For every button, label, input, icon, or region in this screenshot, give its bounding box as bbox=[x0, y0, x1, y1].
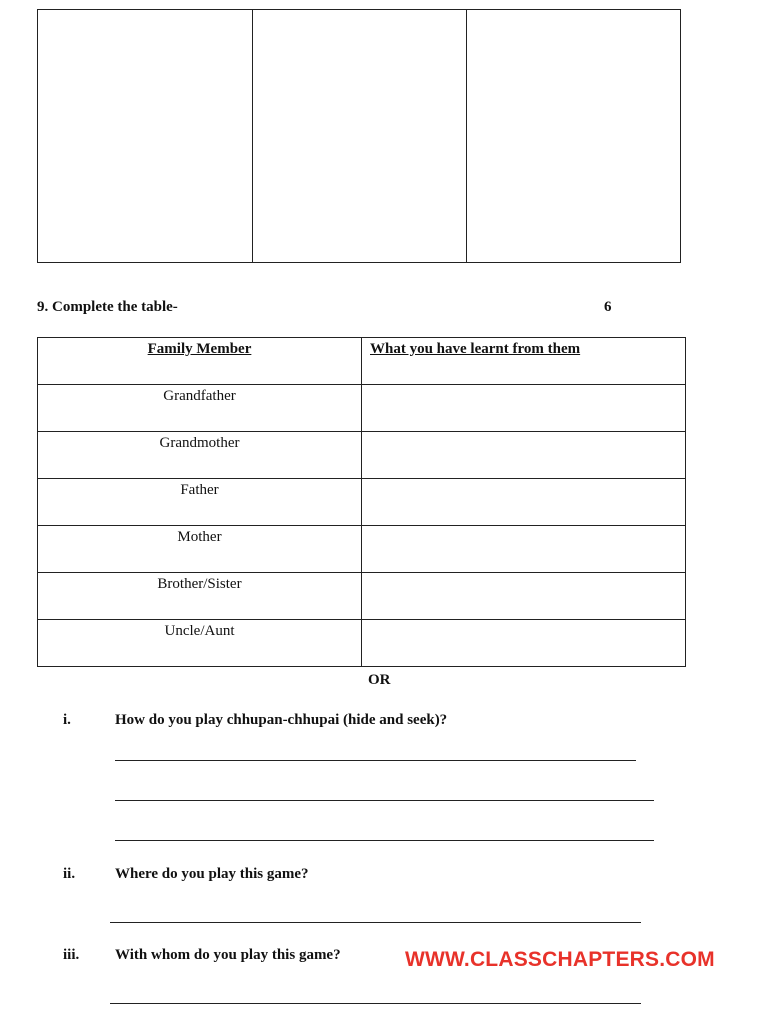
answer-cell[interactable] bbox=[362, 479, 686, 526]
question-9-title: 9. Complete the table- bbox=[37, 299, 178, 315]
table-row bbox=[38, 573, 686, 620]
answer-cell[interactable] bbox=[362, 573, 686, 620]
sub-question-text: With whom do you play this game? bbox=[115, 947, 341, 963]
drawing-box-3 bbox=[466, 9, 681, 263]
table-row bbox=[38, 526, 686, 573]
answer-line[interactable] bbox=[110, 922, 641, 923]
answer-cell[interactable] bbox=[362, 385, 686, 432]
answer-cell[interactable] bbox=[362, 526, 686, 573]
sub-question-numeral: iii. bbox=[63, 947, 80, 963]
answer-line[interactable] bbox=[110, 1003, 641, 1004]
drawing-box-1 bbox=[37, 9, 253, 263]
family-member-cell: Grandmother bbox=[38, 432, 362, 479]
answer-line[interactable] bbox=[115, 840, 654, 841]
family-member-cell: Mother bbox=[38, 526, 362, 573]
drawing-box-2 bbox=[252, 9, 467, 263]
header-learnt: What you have learnt from them bbox=[362, 338, 686, 385]
site-watermark: WWW.CLASSCHAPTERS.COM bbox=[405, 948, 715, 971]
family-member-cell: Uncle/Aunt bbox=[38, 620, 362, 667]
answer-cell[interactable] bbox=[362, 620, 686, 667]
family-member-cell: Brother/Sister bbox=[38, 573, 362, 620]
sub-question-numeral: i. bbox=[63, 712, 71, 728]
question-9-marks: 6 bbox=[604, 299, 612, 315]
table-row bbox=[38, 385, 686, 432]
header-family-member: Family Member bbox=[38, 338, 362, 385]
sub-question-text: How do you play chhupan-chhupai (hide and seek)? bbox=[115, 712, 448, 728]
table-row bbox=[38, 432, 686, 479]
answer-line[interactable] bbox=[115, 760, 636, 761]
answer-line[interactable] bbox=[115, 800, 654, 801]
or-label: OR bbox=[368, 672, 391, 688]
table-row bbox=[38, 620, 686, 667]
table-row bbox=[38, 479, 686, 526]
family-member-cell: Grandfather bbox=[38, 385, 362, 432]
answer-cell[interactable] bbox=[362, 432, 686, 479]
sub-question-text: Where do you play this game? bbox=[115, 866, 309, 882]
sub-question-numeral: ii. bbox=[63, 866, 76, 882]
family-member-cell: Father bbox=[38, 479, 362, 526]
family-table bbox=[37, 337, 686, 667]
